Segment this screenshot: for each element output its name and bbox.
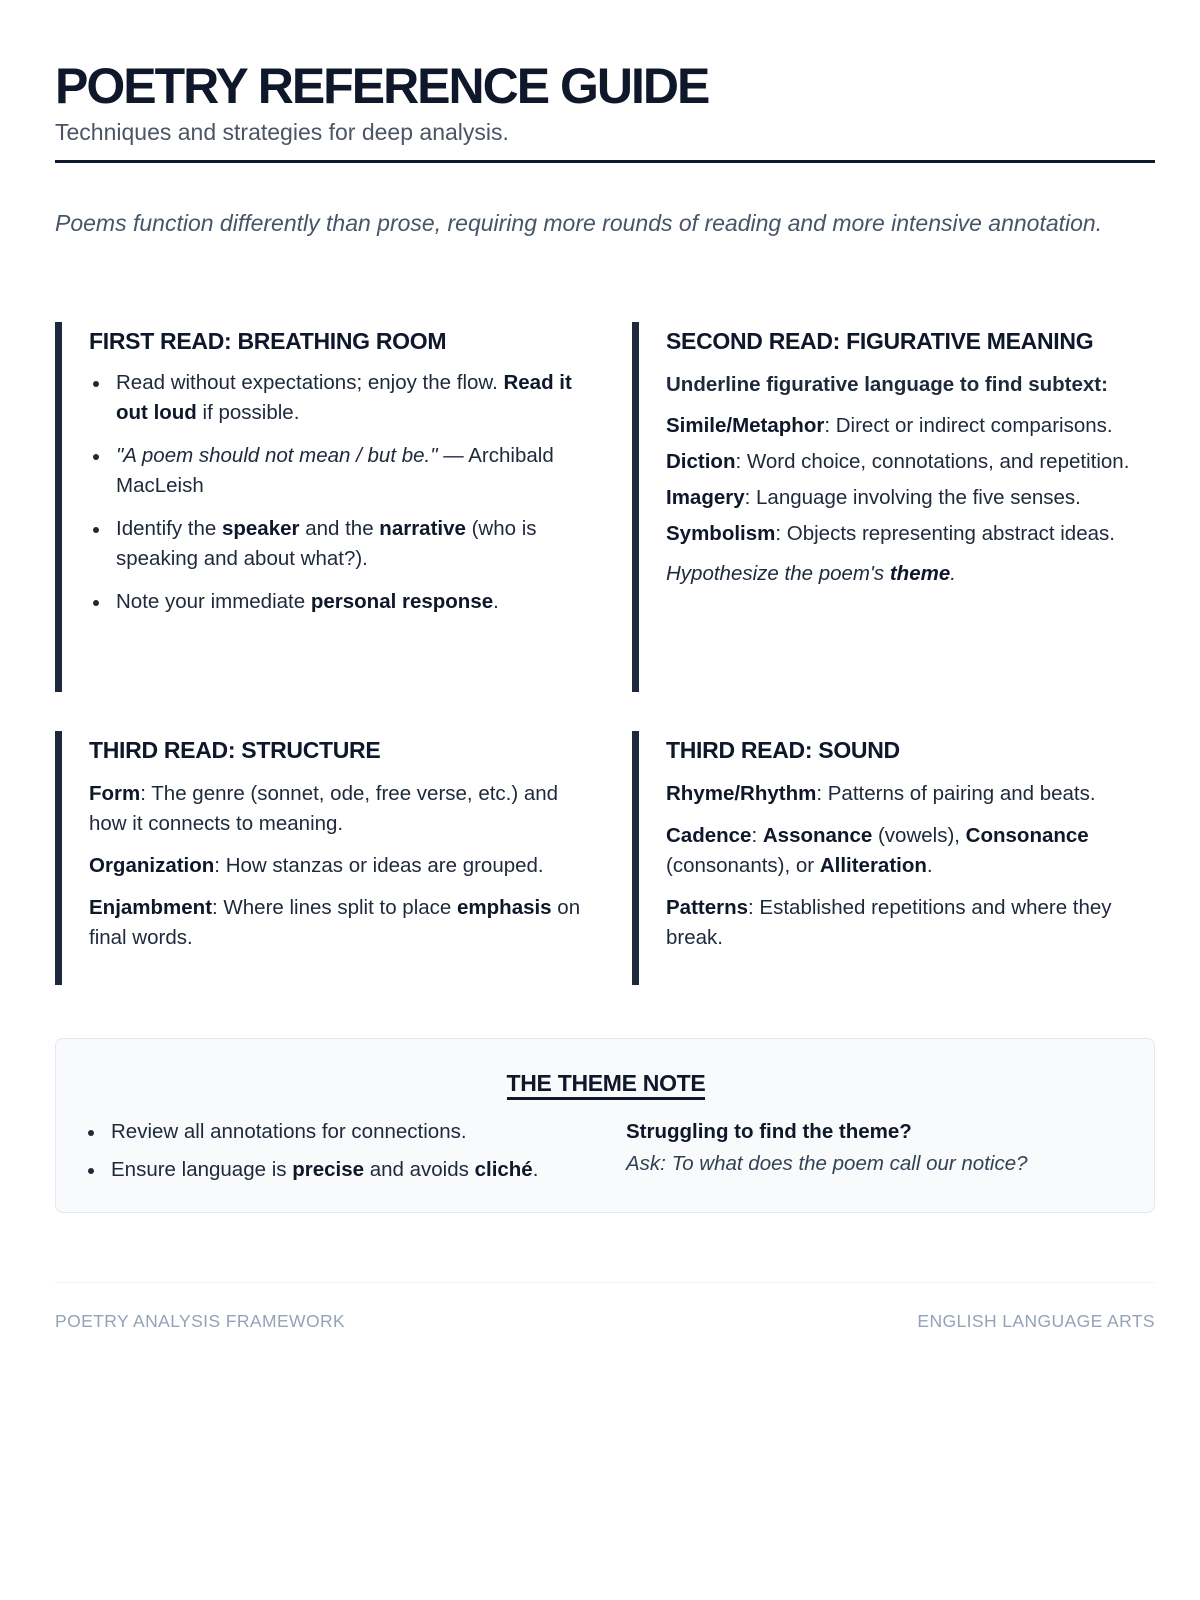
second-read-card — [632, 322, 1155, 692]
theme-note-list — [84, 1117, 604, 1193]
list-item: Identify the speaker and the narrative (who is speaking and about what?). — [89, 514, 595, 574]
list-item: Note your immediate personal response. — [89, 587, 595, 617]
footer-divider — [55, 1282, 1155, 1283]
term-entry: Patterns: Established repetitions and where they break. — [666, 896, 1112, 949]
quote: "A poem should not mean / but be." — [116, 444, 438, 467]
theme-note-box — [55, 1038, 1155, 1213]
bullet-icon — [88, 1168, 94, 1174]
third-read-structure-card — [55, 731, 595, 985]
third-read-sound-heading: THIRD READ: SOUND — [666, 737, 900, 763]
theme-tip-answer: Ask: To what does the poem call our notice? — [626, 1152, 1028, 1175]
header-divider — [55, 160, 1155, 163]
term-entry: Diction: Word choice, connotations, and repetition. — [666, 450, 1130, 473]
bullet-icon — [93, 527, 99, 533]
first-read-card — [55, 322, 595, 692]
page — [55, 0, 1155, 1600]
page-title: POETRY REFERENCE GUIDE — [55, 58, 709, 114]
bullet-icon — [88, 1130, 94, 1136]
third-read-sound-card — [632, 731, 1155, 985]
list-item: Review all annotations for connections. — [84, 1117, 604, 1147]
first-read-heading: FIRST READ: BREATHING ROOM — [89, 328, 447, 354]
term-entry: Cadence: Assonance (vowels), Consonance (consonants), or Alliteration. — [666, 824, 1089, 877]
list-item — [89, 441, 595, 501]
third-read-structure-heading: THIRD READ: STRUCTURE — [89, 737, 381, 763]
list-item: Ensure language is precise and avoids cliché. — [84, 1155, 604, 1185]
footer-left: POETRY ANALYSIS FRAMEWORK — [55, 1311, 346, 1331]
bullet-icon — [93, 381, 99, 387]
list-item: Read without expectations; enjoy the flow. Read it out loud if possible. — [89, 368, 595, 428]
bullet-icon — [93, 600, 99, 606]
second-read-lead: Underline figurative language to find subtext: — [666, 373, 1108, 396]
term-entry: Simile/Metaphor: Direct or indirect comparisons. — [666, 414, 1113, 437]
theme-tip — [626, 1117, 1136, 1179]
theme-note-title: THE THEME NOTE — [56, 1070, 1156, 1097]
hypothesize-note: Hypothesize the poem's theme. — [666, 562, 956, 585]
term-entry: Imagery: Language involving the five senses. — [666, 486, 1081, 509]
second-read-heading: SECOND READ: FIGURATIVE MEANING — [666, 328, 1094, 354]
footer-right: ENGLISH LANGUAGE ARTS — [917, 1311, 1155, 1331]
theme-tip-question: Struggling to find the theme? — [626, 1120, 912, 1143]
term-entry: Symbolism: Objects representing abstract ideas. — [666, 522, 1115, 545]
header — [55, 58, 1155, 146]
first-read-list — [89, 368, 595, 617]
term-entry: Rhyme/Rhythm: Patterns of pairing and beats. — [666, 782, 1096, 805]
term-entry: Form: The genre (sonnet, ode, free verse, etc.) and how it connects to meaning. — [89, 782, 559, 835]
term-entry: Organization: How stanzas or ideas are grouped. — [89, 854, 544, 877]
term-entry: Enjambment: Where lines split to place emphasis on final words. — [89, 896, 581, 949]
bullet-icon — [93, 454, 99, 460]
page-subtitle: Techniques and strategies for deep analysis. — [55, 119, 509, 145]
intro-text: Poems function differently than prose, requiring more rounds of reading and more intensive annotation. — [55, 210, 1103, 236]
quote-author: — Archibald MacLeish — [116, 444, 554, 497]
